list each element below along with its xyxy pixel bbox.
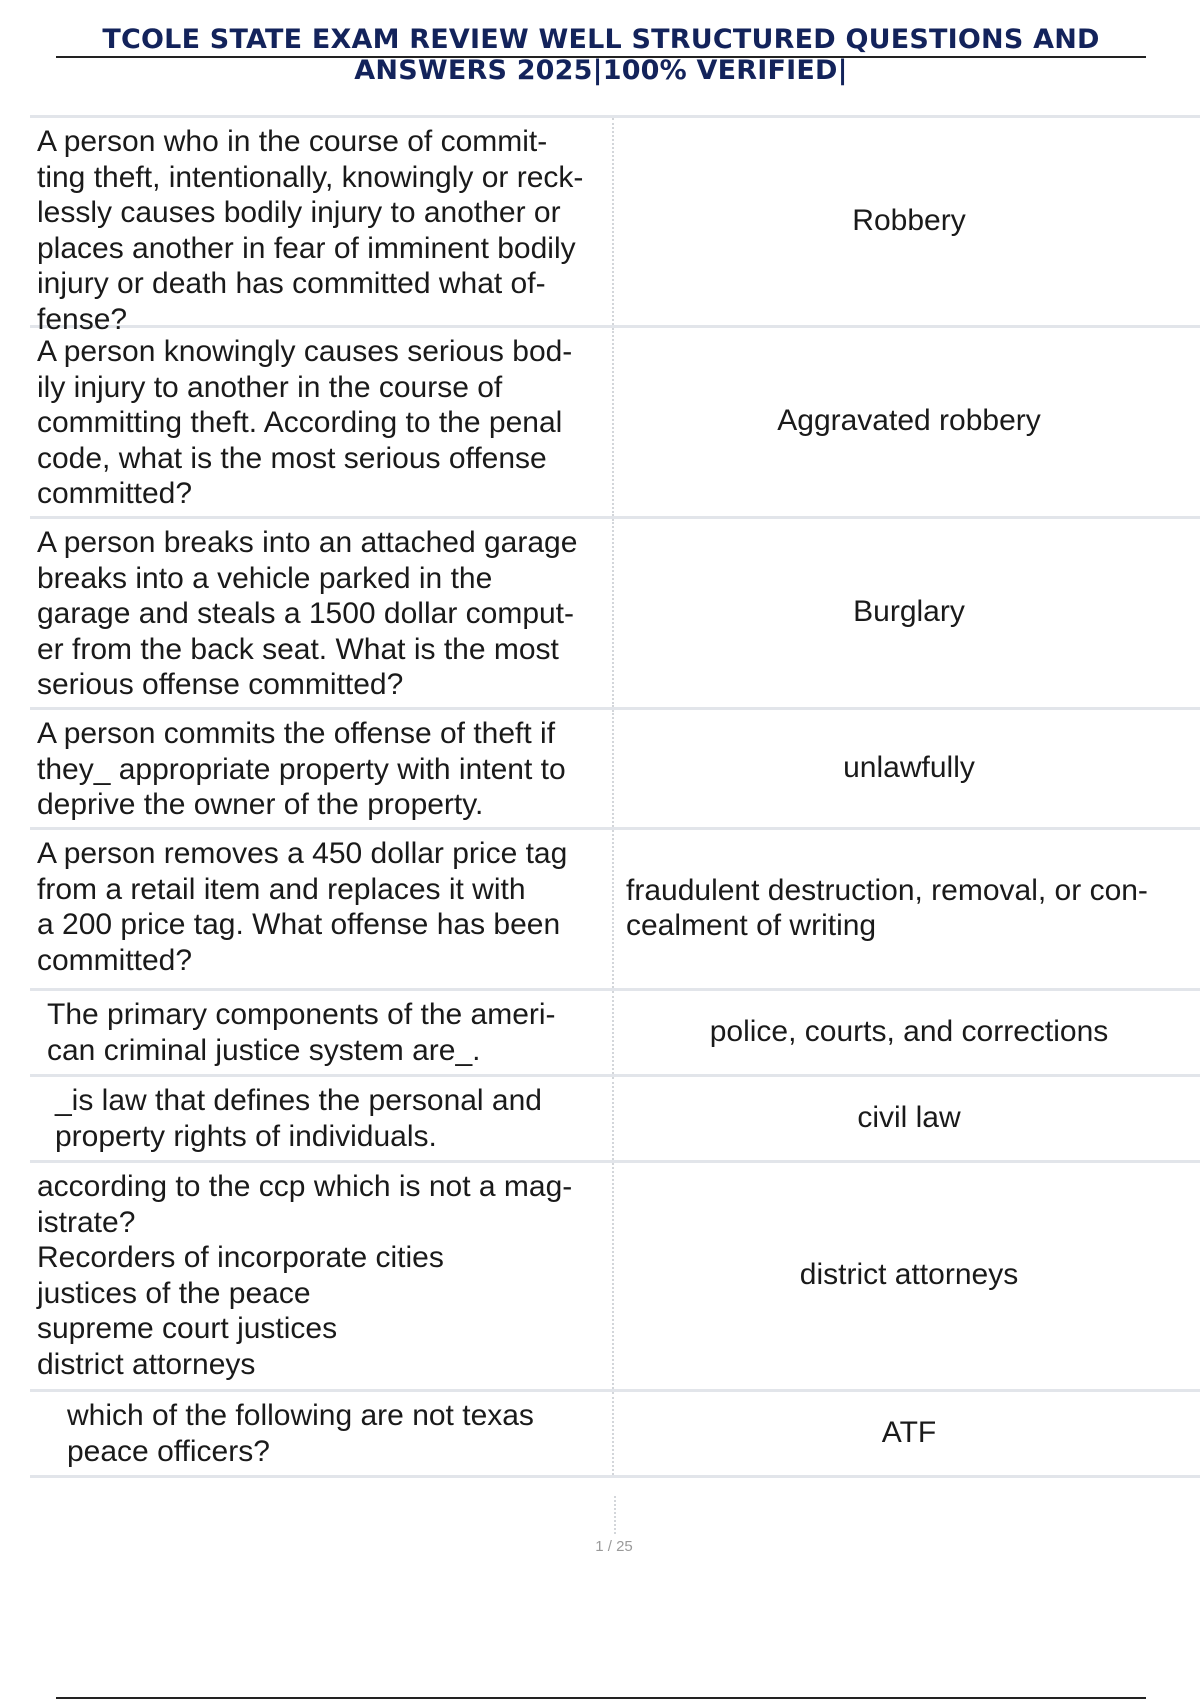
question-cell: A person knowingly causes serious bod- ily injury to another in the course of committing theft. According to the penal code, what is the most serious offense committed? [30, 328, 614, 516]
question-cell: A person who in the course of commit- ting theft, intentionally, knowingly or reck- lessly causes bodily injury to another or places another in fear of imminent bodily injury or death has committed what of- fense? [30, 118, 614, 325]
answer-cell: Robbery [852, 203, 966, 237]
page-number: 1 / 25 [595, 1538, 633, 1555]
qa-row-1 [30, 115, 1200, 336]
question-cell: A person removes a 450 dollar price tag from a retail item and replaces it with a 200 price tag. What offense has been committed? [30, 830, 614, 988]
question-cell: which of the following are not texas peace officers? [30, 1392, 614, 1475]
qa-row-4 [30, 707, 1200, 827]
document-title [56, 24, 1146, 86]
answer-cell: unlawfully [843, 750, 975, 784]
question-cell: The primary components of the ameri- can criminal justice system are_. [30, 991, 614, 1074]
qa-row-5 [30, 827, 1200, 988]
qa-row-9 [30, 1389, 1200, 1478]
answer-cell: district attorneys [799, 1258, 1019, 1292]
footer-rule [56, 1697, 1146, 1699]
title-underline [56, 56, 1146, 58]
answer-cell: fraudulent destruction, removal, or con- cealment of writing [626, 873, 1148, 942]
title-line-2: ANSWERS 2025|100% VERIFIED| [354, 55, 848, 86]
question-cell: according to the ccp which is not a mag- istrate? Recorders of incorporate cities justices of the peace supreme court justices district attorneys [30, 1163, 614, 1389]
column-divider-tail [614, 1496, 616, 1534]
answer-cell: Aggravated robbery [777, 404, 1041, 438]
answer-cell: civil law [857, 1100, 961, 1134]
qa-row-2 [30, 325, 1200, 516]
qa-row-3 [30, 516, 1200, 707]
question-cell: A person breaks into an attached garage breaks into a vehicle parked in the garage and steals a 1500 dollar comput- er from the back seat. What is the most serious offense committed? [30, 519, 614, 707]
answer-cell: police, courts, and corrections [709, 1014, 1109, 1048]
question-cell: A person commits the offense of theft if they_ appropriate property with intent to deprive the owner of the property. [30, 710, 614, 827]
question-cell: _is law that defines the personal and property rights of individuals. [30, 1077, 614, 1160]
qa-row-8 [30, 1160, 1200, 1389]
answer-cell: ATF [881, 1415, 937, 1449]
qa-row-7 [30, 1074, 1200, 1160]
answer-cell: Burglary [853, 595, 965, 629]
qa-table [30, 115, 1200, 1478]
qa-row-6 [30, 988, 1200, 1074]
title-line-1: TCOLE STATE EXAM REVIEW WELL STRUCTURED QUESTIONS AND [102, 24, 1100, 55]
